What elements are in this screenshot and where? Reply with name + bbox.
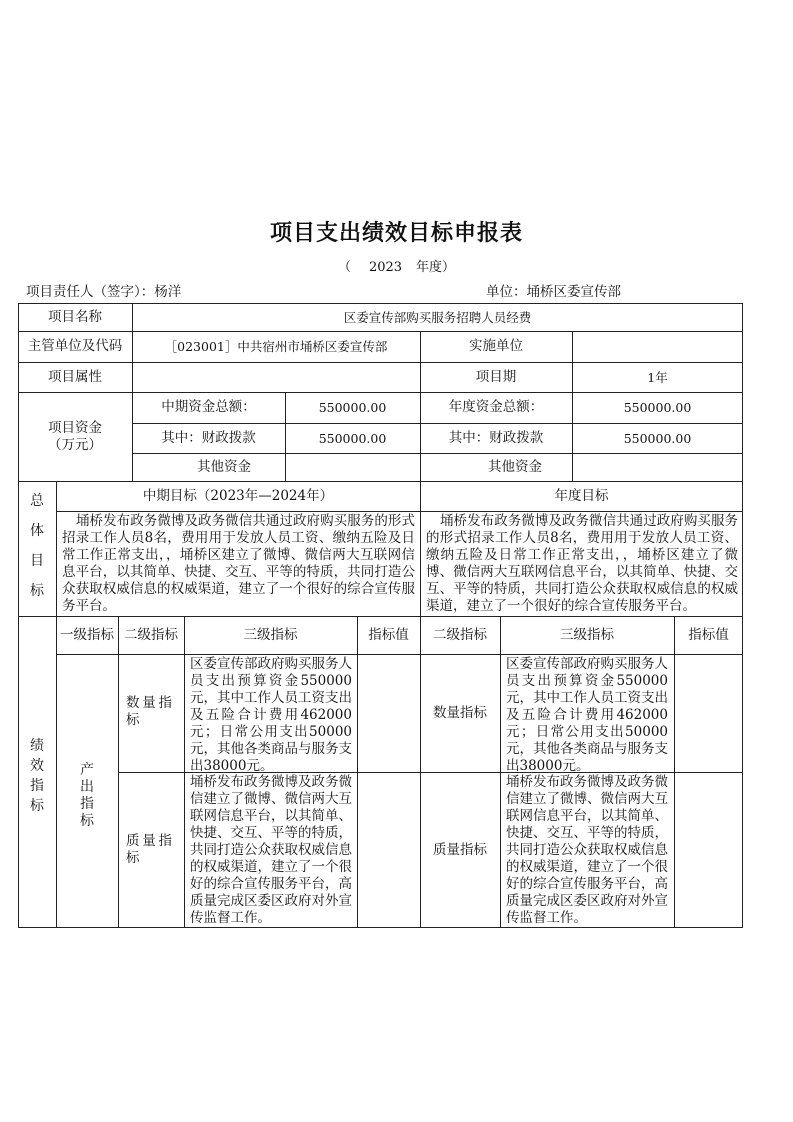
col-divider [118, 616, 119, 928]
page-title: 项目支出绩效目标申报表 [269, 220, 523, 246]
year-total-value: 550000.00 [623, 400, 692, 415]
goals-side-char: 目 [30, 553, 44, 569]
year-total-label: 年度资金总额： [448, 399, 544, 415]
indicators-side-label [27, 736, 47, 816]
fund-label-line2: （万元） [48, 436, 102, 453]
year-goal-text: 埇桥发布政务微博及政务微信共通过政府购买服务的形式招录工作人员8名，费用用于发放人员工资、缴纳五险及日常工作正常支出，，埇桥区建立了微博、微信两大互联网信息平台，以其简单、快捷、交互、平等的特质，共同打造公众获取权威信息的权威渠道，建立了一个很好的综合宣传服务平台。 [426, 513, 738, 614]
mid-other-label: 其他资金 [197, 458, 251, 475]
level3-header-right: 三级指标 [560, 626, 614, 643]
quality-indicator-label: 质量指标 [126, 833, 172, 866]
indicators-side-char: 指 [30, 778, 44, 794]
year-other-label: 其他资金 [488, 458, 542, 475]
mid-fiscal-value: 550000.00 [318, 430, 387, 446]
fund-label-line1: 项目资金 [48, 419, 102, 436]
quality-indicator-label-right: 质量指标 [433, 841, 487, 858]
output-label-char: 指 [80, 796, 94, 812]
col-divider [56, 481, 57, 928]
quantity-indicator-label: 数量指标 [126, 695, 172, 728]
year-value: 2023 [368, 260, 403, 275]
responsible-person: 项目责任人（签字）：杨洋 [26, 284, 182, 300]
mid-total-label: 中期资金总额： [161, 399, 256, 415]
impl-label: 实施单位 [469, 338, 523, 354]
period-label: 项目期 [475, 368, 517, 385]
level1-header: 一级指标 [60, 626, 114, 643]
attr-value [132, 362, 420, 392]
col-divider [500, 616, 501, 928]
goals-side-char: 标 [30, 583, 44, 599]
dept-label: 主管单位及代码 [27, 338, 123, 354]
quantity-indicator-text-right: 区委宣传部政府购买服务人员支出预算资金550000元，其中工作人员工资支出及五险合计费用462000元；日常公用支出50000元，其他各类商品与服务支出38000元。 [506, 656, 668, 774]
indicators-side-char: 标 [30, 798, 44, 814]
output-indicator-label [77, 762, 97, 830]
output-label-char: 出 [80, 779, 94, 795]
attr-label: 项目属性 [48, 368, 102, 385]
col-divider [357, 616, 358, 928]
value-header-right: 指标值 [688, 626, 729, 643]
level2-header-right: 二级指标 [433, 626, 487, 643]
quantity-indicator-label-right: 数量指标 [433, 704, 487, 721]
level2-header: 二级指标 [124, 626, 178, 643]
indicators-side-char: 效 [30, 758, 44, 774]
mid-fiscal-label: 其中：财政拨款 [161, 429, 256, 446]
dept-value: ［023001］中共宿州市埇桥区委宣传部 [164, 339, 388, 354]
indicators-side-char: 绩 [30, 738, 44, 754]
mid-total-value: 550000.00 [318, 400, 387, 415]
unit-name: 单位：埇桥区委宣传部 [486, 284, 621, 300]
fund-label [18, 392, 132, 481]
year-line [0, 256, 793, 275]
project-name-value: 区委宣传部购买服务招聘人员经费 [343, 309, 532, 325]
year-fiscal-label: 其中：财政拨款 [448, 429, 544, 446]
col-divider [184, 616, 185, 928]
output-label-char: 产 [80, 762, 94, 778]
output-label-char: 标 [80, 813, 94, 829]
quality-indicator-text-right: 埇桥发布政务微博及政务微信建立了微博、微信两大互联网信息平台，以其简单、快捷、交互、平等的特质，共同打造公众获取权威信息的权威渠道，建立了一个很好的综合宣传服务平台，高质量完成区委区政府对外宣传监督工作。 [506, 774, 668, 926]
year-close: 年度） [416, 260, 456, 275]
project-name-label: 项目名称 [48, 308, 102, 325]
level3-header: 三级指标 [243, 626, 298, 643]
quality-indicator-text: 埇桥发布政务微博及政务微信建立了微博、微信两大互联网信息平台，以其简单、快捷、交互、平等的特质，共同打造公众获取权威信息的权威渠道，建立了一个很好的综合宣传服务平台，高质量完成区委区政府对外宣传监督工作。 [190, 774, 352, 926]
row-divider [56, 654, 743, 655]
period-value: 1年 [647, 369, 668, 385]
year-goal-header: 年度目标 [554, 487, 609, 504]
goals-side-label [27, 486, 47, 606]
year-open: （ [337, 260, 351, 275]
year-fiscal-value: 550000.00 [623, 430, 692, 446]
col-divider [674, 616, 675, 928]
quantity-indicator-text: 区委宣传部政府购买服务人员支出预算资金550000元，其中工作人员工资支出及五险合计费用462000元；日常公用支出50000元，其他各类商品与服务支出38000元。 [190, 656, 352, 774]
goals-side-char: 体 [30, 523, 44, 539]
row-divider [56, 511, 743, 512]
mid-goal-header: 中期目标（2023年—2024年） [142, 487, 334, 504]
mid-goal-text: 埇桥发布政务微博及政务微信共通过政府购买服务的形式招录工作人员8名，费用用于发放人员工资、缴纳五险及日常工作正常支出，，埇桥区建立了微博、微信两大互联网信息平台，以其简单、快捷、交互、平等的特质，共同打造公众获取权威信息的权威渠道，建立了一个很好的综合宣传服务平台。 [62, 513, 415, 614]
value-header: 指标值 [368, 626, 409, 643]
impl-value [572, 331, 743, 362]
goals-side-char: 总 [30, 493, 44, 509]
